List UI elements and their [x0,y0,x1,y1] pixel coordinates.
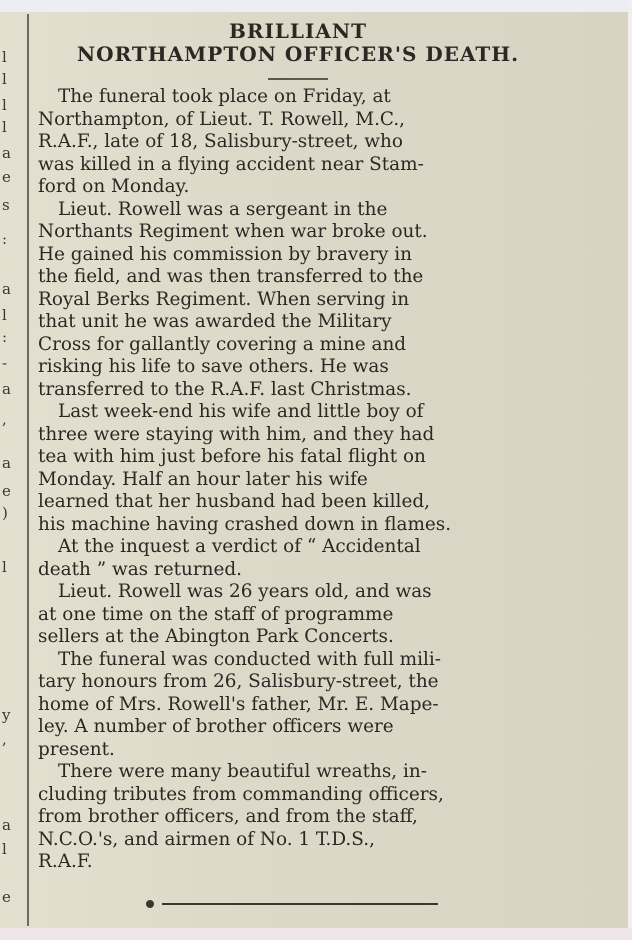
text-line: at one time on the staff of programme [38,603,394,625]
margin-fragment: a [2,280,11,298]
article-paragraph [38,536,558,581]
text-line: his machine having crashed down in flames. [38,513,452,535]
text-line: was killed in a flying accident near Stam- [38,153,424,175]
text-line: death ” was returned. [38,558,242,580]
article-paragraph [38,86,558,199]
margin-fragment: , [2,410,7,428]
text-line: three were staying with him, and they had [38,423,435,445]
text-line: Last week-end his wife and little boy of [58,401,424,422]
text-line: There were many beautiful wreaths, in- [58,761,427,782]
text-line: transferred to the R.A.F. last Christmas. [38,378,412,400]
text-line: He gained his commission by bravery in [38,243,412,265]
margin-fragment: e [2,168,11,186]
text-line: Cross for gallantly covering a mine and [38,333,407,355]
text-line: The funeral took place on Friday, at [58,86,391,107]
margin-fragment: ) [2,504,8,522]
margin-fragment: , [2,730,7,748]
margin-fragment: l [2,840,7,858]
text-line: present. [38,738,115,760]
right-border [628,0,632,940]
margin-fragment: a [2,454,11,472]
margin-fragment: a [2,144,11,162]
text-line: sellers at the Abington Park Concerts. [38,626,394,647]
text-line: from brother officers, and from the staff, [38,806,418,827]
article-paragraph [38,199,558,402]
text-line: N.C.O.'s, and airmen of No. 1 T.D.S., [38,828,375,850]
margin-fragment: l [2,118,7,136]
text-line: learned that her husband had been killed, [38,491,430,512]
text-line: The funeral was conducted with full mili- [58,648,441,670]
margin-fragment: s [2,196,10,214]
article-paragraph [38,649,558,762]
top-border [0,0,632,12]
text-line: tary honours from 26, Salisbury-street, the [38,671,439,692]
margin-fragment: - [2,354,8,372]
end-ornament-rule [140,899,440,909]
margin-fragment: a [2,816,11,834]
text-line: R.A.F., late of 18, Salisbury-street, who [38,131,403,152]
article-paragraph [38,401,558,536]
margin-fragment: e [2,482,11,500]
headline-main: NORTHAMPTON OFFICER'S DEATH. [76,42,520,66]
text-line: Lieut. Rowell was 26 years old, and was [58,581,432,602]
article [38,20,558,874]
margin-fragment: l [2,48,7,66]
text-line: Northants Regiment when war broke out. [38,221,428,242]
text-line: Lieut. Rowell was a sergeant in the [58,198,388,220]
margin-fragment: y [2,706,11,724]
text-line: ley. A number of brother officers were [38,716,394,737]
margin-fragment: l [2,70,7,88]
text-line: cluding tributes from commanding officers, [38,783,444,805]
headline-rule [268,78,328,80]
margin-fragment: : [2,328,8,346]
article-body [38,86,558,874]
margin-fragment: l [2,558,7,576]
text-line: that unit he was awarded the Military [38,311,392,332]
bottom-border [0,928,632,940]
margin-fragment: l [2,96,7,114]
text-line: tea with him just before his fatal flight on [38,446,426,467]
text-line: At the inquest a verdict of “ Accidental [58,536,421,557]
margin-fragment: a [2,380,11,398]
text-line: risking his life to save others. He was [38,356,389,377]
text-line: the field, and was then transferred to the [38,266,424,287]
neighbouring-column-fragments [0,20,20,920]
headline-kicker: BRILLIANT [228,19,368,43]
article-paragraph [38,581,558,649]
text-line: Royal Berks Regiment. When serving in [38,288,410,310]
article-paragraph [38,761,558,874]
margin-fragment: l [2,306,7,324]
margin-fragment: : [2,230,8,248]
text-line: ford on Monday. [38,176,190,197]
text-line: home of Mrs. Rowell's father, Mr. E. Mape- [38,693,439,715]
text-line: Northampton, of Lieut. T. Rowell, M.C., [38,108,406,130]
margin-fragment: e [2,888,11,906]
text-line: Monday. Half an hour later his wife [38,468,368,490]
text-line: R.A.F. [38,851,93,872]
